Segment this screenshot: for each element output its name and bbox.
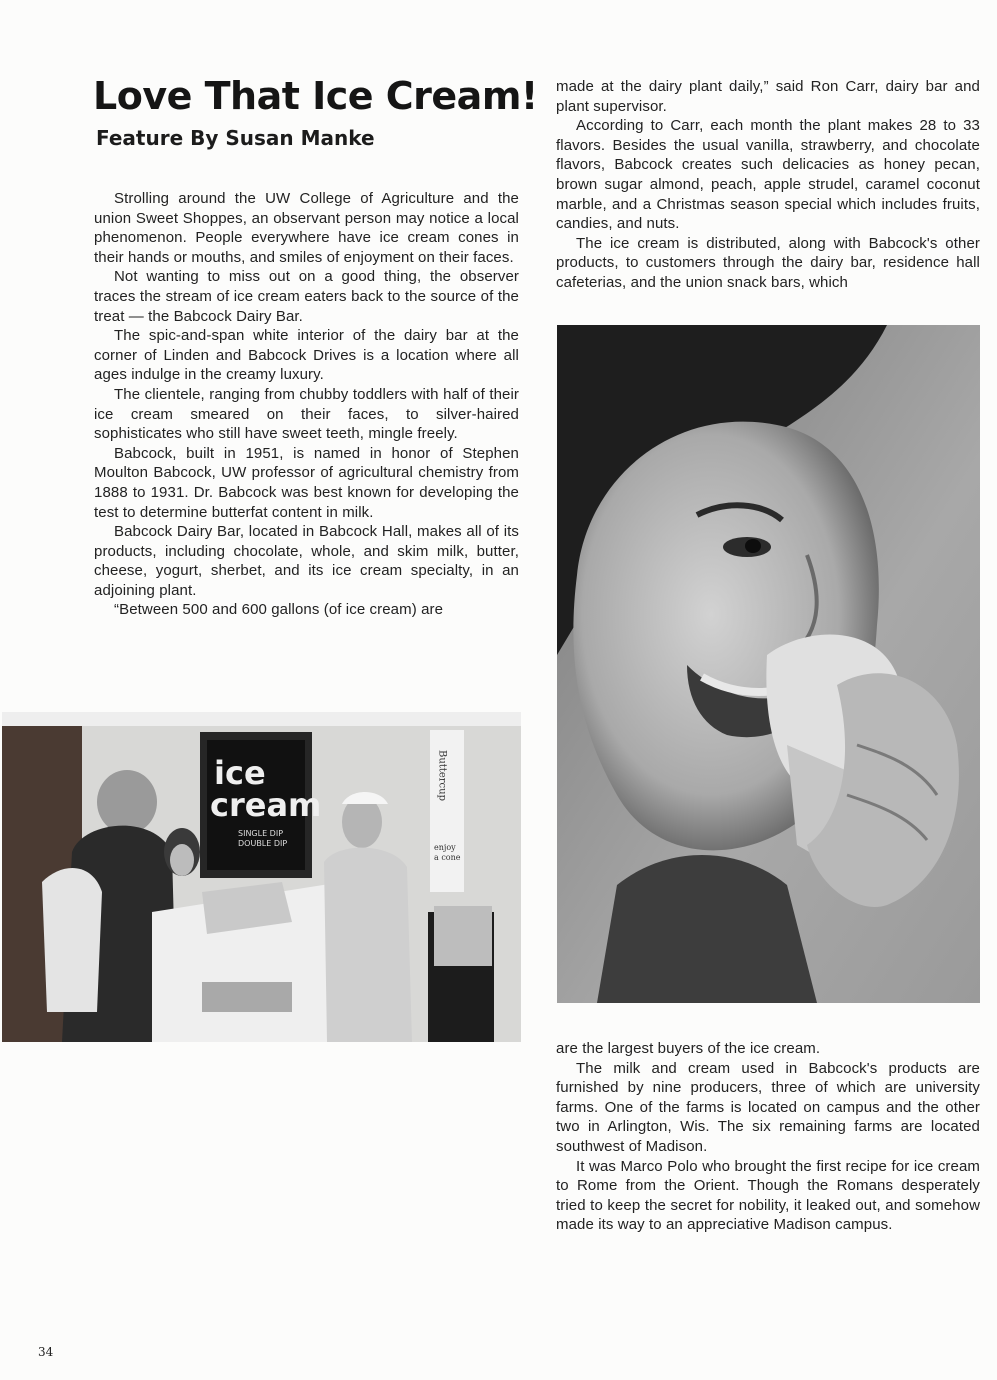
poster-small-text: DOUBLE DIP — [238, 839, 288, 848]
paragraph: It was Marco Polo who brought the first recipe for ice cream to Rome from the Orient. Though the Romans desperately tried to keep the secret for nobility, it leaked out, and somehow made its way to an appreciative Madison campus. — [556, 1157, 980, 1234]
poster-text-cream: cream — [210, 786, 322, 824]
paragraph: The ice cream is distributed, along with Babcock's other products, to customers through the dairy bar, residence hall cafeterias, and the union snack bars, which — [556, 234, 980, 291]
paragraph: The clientele, ranging from chubby toddlers with half of their ice cream smeared on their faces, to silver-haired sophisticates who still have sweet teeth, mingle freely. — [94, 385, 519, 443]
paragraph: Not wanting to miss out on a good thing, the observer traces the stream of ice cream eaters back to the source of the treat — the Babcock Dairy Bar. — [94, 268, 519, 325]
paragraph: are the largest buyers of the ice cream. — [556, 1040, 821, 1057]
poster-small-text: SINGLE DIP — [238, 829, 284, 838]
paragraph: “Between 500 and 600 gallons (of ice cream) are — [114, 601, 444, 619]
paragraph: The milk and cream used in Babcock's products are furnished by nine producers, three of which are university farms. One of the farms is located on campus and the other two in Arlington, Wis. The six remaining farms are located southwest of Madison. — [556, 1059, 980, 1155]
right-column-bottom — [556, 1039, 980, 1235]
paragraph: The spic-and-span white interior of the dairy bar at the corner of Linden and Babcock Drives is a location where all ages indulge in the creamy luxury. — [94, 327, 519, 384]
poster-text-ice: ice — [214, 754, 266, 792]
article-byline: Feature By Susan Manke — [96, 126, 375, 150]
right-column-top — [556, 77, 980, 293]
buttercup-sign: Buttercup — [436, 750, 448, 801]
paragraph: According to Carr, each month the plant makes 28 to 33 flavors. Besides the usual vanilla, strawberry, and chocolate flavors, Babcock creates such delicacies as honey pecan, brown sugar almond, peach, apple strudel, caramel coconut marble, and a Christmas season special which includes fruits, candies, and nuts. — [556, 117, 980, 233]
photo-woman-eating-ice-cream — [557, 325, 980, 1003]
page-number: 34 — [38, 1345, 54, 1359]
photo-dairy-bar-illustration — [2, 712, 521, 1042]
photo-dairy-bar-counter — [2, 712, 521, 1042]
left-column — [94, 189, 519, 620]
paragraph: Babcock, built in 1951, is named in honor of Stephen Moulton Babcock, UW professor of agricultural chemistry from 1888 to 1931. Dr. Babcock was best known for developing the test to determine butterfat content in milk. — [94, 444, 519, 521]
article-title: Love That Ice Cream! — [93, 74, 538, 118]
sign-enjoy-text: enjoy — [434, 843, 456, 852]
photo-woman-illustration — [557, 325, 980, 1003]
paragraph: made at the dairy plant daily,” said Ron Carr, dairy bar and plant supervisor. — [556, 78, 980, 115]
paragraph: Strolling around the UW College of Agriculture and the union Sweet Shoppes, an observant person may notice a local phenomenon. People everywhere have ice cream cones in their hands or mouths, and smiles of enjoyment on their faces. — [94, 190, 519, 266]
sign-cone-text: a cone — [434, 853, 461, 862]
paragraph: Babcock Dairy Bar, located in Babcock Hall, makes all of its products, including chocolate, whole, and skim milk, butter, cheese, yogurt, sherbet, and its ice cream specialty, in an adjoining plant. — [94, 523, 519, 599]
